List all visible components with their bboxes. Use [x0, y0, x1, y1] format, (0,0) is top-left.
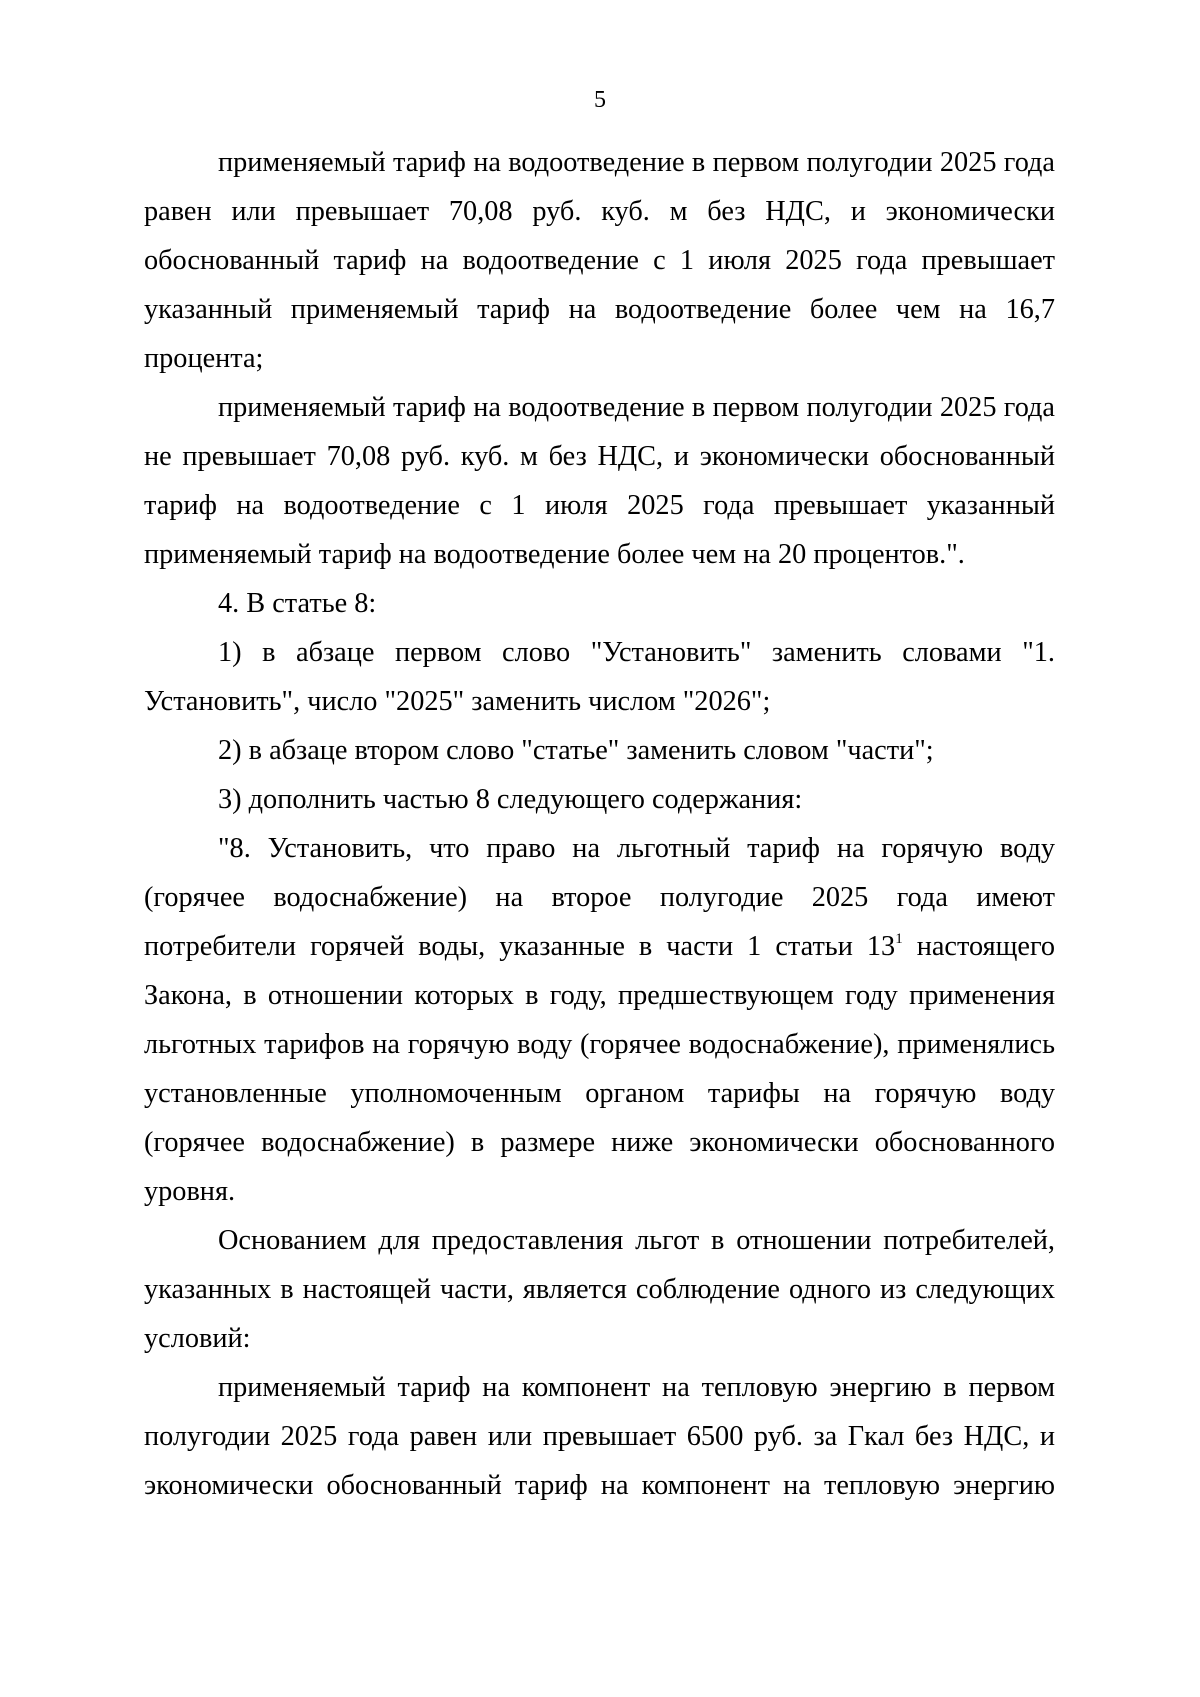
paragraph-2: применяемый тариф на водоотведение в первом полугодии 2025 года не превышает 70,08 руб. куб. м без НДС, и экономически обоснованный тариф на водоотведение с 1 июля 2025 года превышает указанный применяемый тариф на водоотведение более чем на 20 процентов.".: [144, 392, 1055, 570]
paragraph-8: Основанием для предоставления льгот в отношении потребителей, указанных в настоящей части, является соблюдение одного из следующих условий:: [144, 1225, 1055, 1354]
paragraph-7-part-8: [144, 824, 1055, 1216]
paragraph-5-list-item-2: 2) в абзаце втором слово "статье" заменить словом "части";: [218, 735, 934, 766]
paragraph-3-article-heading: 4. В статье 8:: [218, 588, 377, 619]
paragraph-4-list-item-1: 1) в абзаце первом слово "Установить" заменить словами "1. Установить", число "2025" заменить числом "2026";: [144, 637, 1055, 717]
paragraph-1: применяемый тариф на водоотведение в первом полугодии 2025 года равен или превышает 70,08 руб. куб. м без НДС, и экономически обоснованный тариф на водоотведение с 1 июля 2025 года превышает указанный применяемый тариф на водоотведение более чем на 16,7 процента;: [144, 147, 1055, 374]
paragraph-9: применяемый тариф на компонент на тепловую энергию в первом полугодии 2025 года равен или превышает 6500 руб. за Гкал без НДС, и экономически обоснованный тариф на компонент на тепловую энергию: [144, 1372, 1055, 1501]
page-number: 5: [594, 87, 606, 113]
paragraph-7-text-after: настоящего Закона, в отношении которых в году, предшествующем году применения льготных тарифов на горячую воду (горячее водоснабжение), применялись установленные уполномоченным органом тарифы на горячую воду (горячее водоснабжение) в размере ниже экономически обоснованного уровня.: [144, 931, 1055, 1207]
paragraph-7-text-before: "8. Установить, что право на льготный тариф на горячую воду (горячее водоснабжение) на второе полугодие 2025 года имеют потребители горячей воды, указанные в части 1 статьи 13: [144, 833, 1055, 962]
article-superscript: 1: [895, 931, 903, 947]
document-body: [144, 138, 1055, 1510]
paragraph-6-list-item-3: 3) дополнить частью 8 следующего содержания:: [218, 784, 803, 815]
